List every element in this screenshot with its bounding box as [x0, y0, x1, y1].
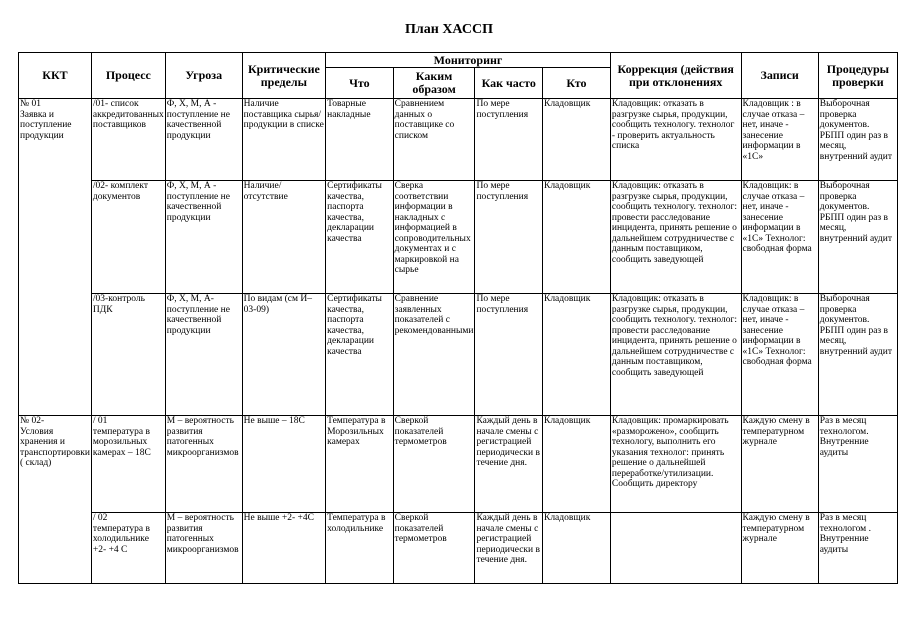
cell-records: Каждую смену в температурном журнале [741, 416, 818, 513]
table-row [19, 513, 898, 584]
cell-correction: Кладовщик: отказать в разгрузке сырья, продукции, сообщить технологу. технолог - проверить актуальность списка [610, 99, 741, 181]
table-row [19, 181, 898, 294]
header-process: Процесс [91, 53, 165, 99]
cell-who: Кладовщик [542, 513, 610, 584]
table-row [19, 99, 898, 181]
cell-what: Сертификаты качества, паспорта качества, декларации качества [326, 294, 394, 416]
cell-how-often: По мере поступления [475, 294, 543, 416]
cell-process: /01- список аккредитованных поставщиков [91, 99, 165, 181]
page-title: План ХАССП [405, 22, 493, 37]
cell-limits: По видам (см И–03-09) [242, 294, 325, 416]
cell-procedures: Выборочная проверка документов. РБПП один раз в месяц, внутренний аудит [818, 294, 897, 416]
cell-correction: Кладовщик: отказать в разгрузке сырья, продукции, сообщить технологу. технолог: провести расследование инцидента, принять решение о дальнейшем сотрудничестве с данным поставщиком, сообщить заведующей [610, 294, 741, 416]
header-what: Что [326, 68, 394, 99]
cell-how-often: По мере поступления [475, 181, 543, 294]
cell-limits: Не выше +2- +4С [242, 513, 325, 584]
cell-how: Сверкой показателей термометров [393, 416, 475, 513]
cell-who: Кладовщик [542, 416, 610, 513]
cell-what: Сертификаты качества, паспорта качества, декларации качества [326, 181, 394, 294]
cell-threat: Ф, Х, М, А - поступление не качественной продукции [165, 99, 242, 181]
table-row [19, 416, 898, 513]
cell-threat: М – вероятность развития патогенных микроорганизмов [165, 513, 242, 584]
cell-limits: Не выше – 18С [242, 416, 325, 513]
cell-records: Кладовщик: в случае отказа – нет, иначе - занесение информации в «1С» Технолог: свободная форма [741, 181, 818, 294]
header-correction: Коррекция (действия при отклонениях [610, 53, 741, 99]
cell-what: Товарные накладные [326, 99, 394, 181]
cell-process: /02- комплект документов [91, 181, 165, 294]
cell-correction: Кладовщик: отказать в разгрузке сырья, продукции, сообщить технологу. технолог: провести расследование инцидента, принять решение о дальнейшем сотрудничестве с данным поставщиком, сообщить заведующей [610, 181, 741, 294]
cell-what: Температура в Морозильных камерах [326, 416, 394, 513]
header-how: Каким образом [393, 68, 475, 99]
cell-process: /03-контроль ПДК [91, 294, 165, 416]
cell-procedures: Раз в месяц технологом . Внутренние аудиты [818, 513, 897, 584]
cell-threat: М – вероятность развития патогенных микроорганизмов [165, 416, 242, 513]
cell-how: Сравнением данных о поставщике со списком [393, 99, 475, 181]
haccp-table [18, 52, 898, 584]
cell-what: Температура в холодильнике [326, 513, 394, 584]
header-records: Записи [741, 53, 818, 99]
cell-correction [610, 513, 741, 584]
cell-how-often: По мере поступления [475, 99, 543, 181]
header-threat: Угроза [165, 53, 242, 99]
cell-records: Кладовщик: в случае отказа – нет, иначе - занесение информации в «1С» Технолог: свободная форма [741, 294, 818, 416]
header-critical-limits: Критические пределы [242, 53, 325, 99]
cell-how-often: Каждый день в начале смены с регистрацией периодически в течение дня. [475, 513, 543, 584]
cell-procedures: Раз в месяц технологом. Внутренние аудиты [818, 416, 897, 513]
cell-limits: Наличие поставщика сырья/продукции в списке [242, 99, 325, 181]
header-how-often: Как часто [475, 68, 543, 99]
header-procedures: Процедуры проверки [818, 53, 897, 99]
cell-how: Сравнение заявленных показателей с рекомендованными [393, 294, 475, 416]
header-monitoring: Мониторинг [326, 53, 611, 68]
cell-process: / 01 температура в морозильных камерах – 18С [91, 416, 165, 513]
cell-threat: Ф, Х, М, А- поступление не качественной продукции [165, 294, 242, 416]
cell-kkt: № 01 Заявка и поступление продукции [19, 99, 92, 416]
cell-how: Сверкой показателей термометров [393, 513, 475, 584]
cell-how: Сверка соответствии информации в накладных с информацией в сопроводительных документах и с маркировкой на сырье [393, 181, 475, 294]
cell-threat: Ф, Х, М, А - поступление не качественной продукции [165, 181, 242, 294]
cell-records: Каждую смену в температурном журнале [741, 513, 818, 584]
cell-who: Кладовщик [542, 181, 610, 294]
cell-procedures: Выборочная проверка документов. РБПП один раз в месяц, внутренний аудит [818, 99, 897, 181]
cell-procedures: Выборочная проверка документов. РБПП один раз в месяц, внутренний аудит [818, 181, 897, 294]
cell-correction: Кладовщик: промаркировать «разморожено», сообщить технологу, выполнить его указания технолог: принять решение о дальнейшей переработке/утилизации. Сообщить директору [610, 416, 741, 513]
cell-who: Кладовщик [542, 294, 610, 416]
header-kkt: ККТ [19, 53, 92, 99]
cell-how-often: Каждый день в начале смены с регистрацией периодически в течение дня. [475, 416, 543, 513]
header-who: Кто [542, 68, 610, 99]
table-row [19, 294, 898, 416]
cell-process: / 02 температура в холодильнике +2- +4 С [91, 513, 165, 584]
cell-records: Кладовщик : в случае отказа – нет, иначе - занесение информации в «1С» [741, 99, 818, 181]
cell-kkt: № 02- Условия хранения и транспортировки ( склад) [19, 416, 92, 584]
cell-who: Кладовщик [542, 99, 610, 181]
cell-limits: Наличие/отсутствие [242, 181, 325, 294]
